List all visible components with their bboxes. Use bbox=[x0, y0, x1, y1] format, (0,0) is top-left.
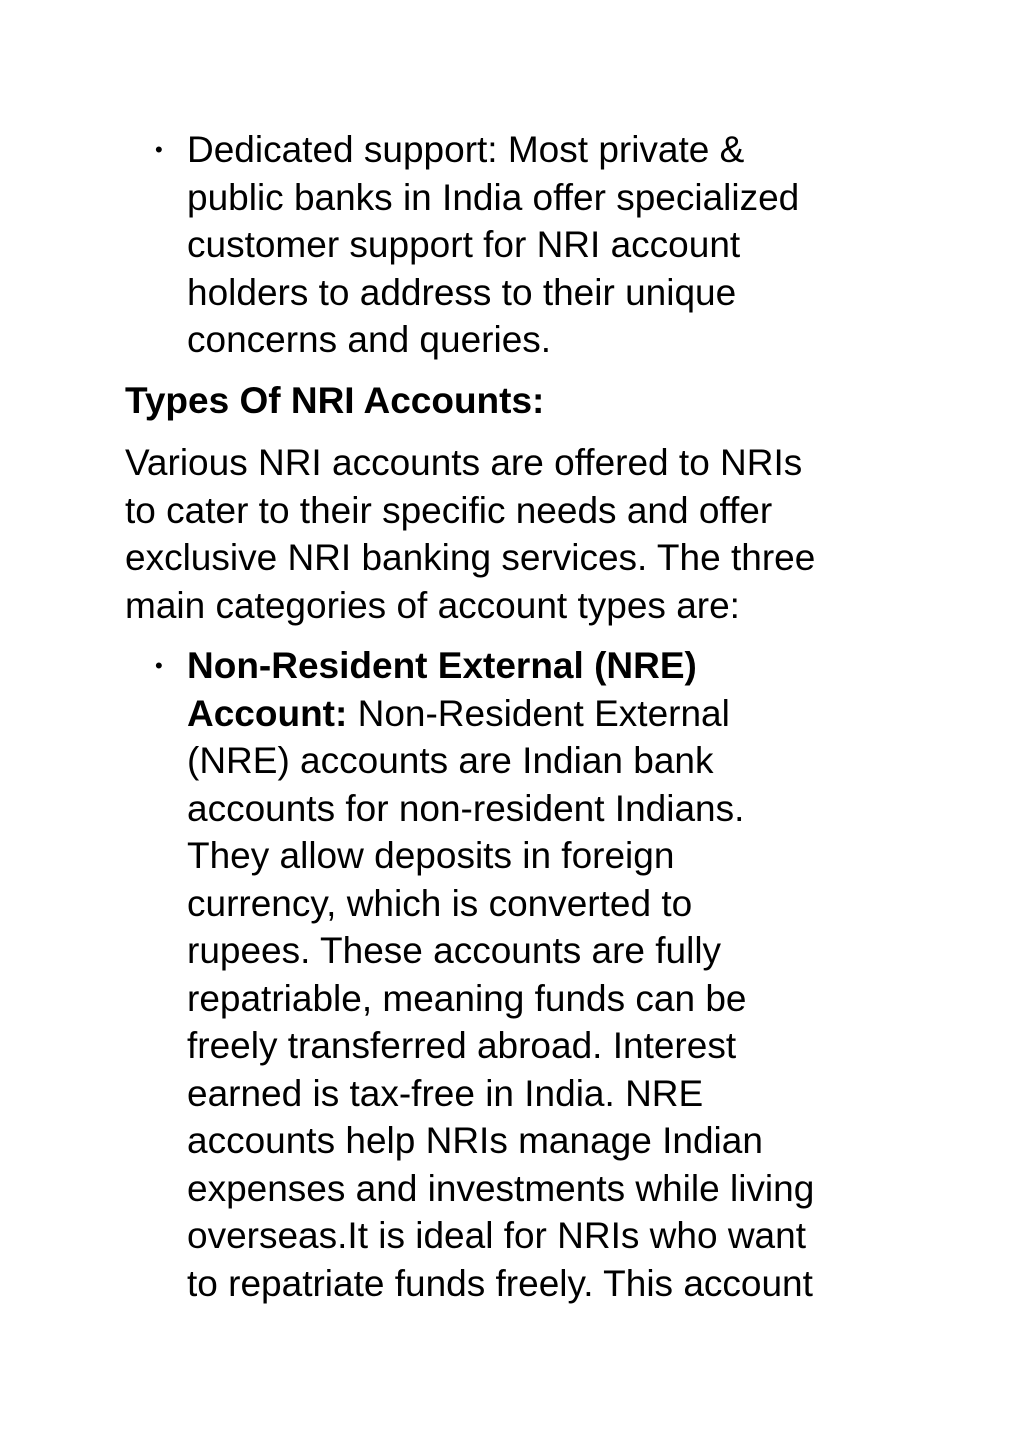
text-line: concerns and queries. bbox=[187, 319, 552, 360]
text-fragment: Non-Resident External bbox=[347, 692, 730, 734]
text-line: customer support for NRI account bbox=[187, 224, 741, 265]
text-line: expenses and investments while living bbox=[187, 1167, 815, 1209]
text-line: exclusive NRI banking services. The three bbox=[125, 537, 816, 578]
text-line: to cater to their specific needs and offer bbox=[125, 489, 773, 531]
text-line: earned is tax-free in India. NRE bbox=[187, 1072, 704, 1114]
bullet-item-nre-account bbox=[125, 642, 905, 1307]
text-line: rupees. These accounts are fully bbox=[187, 930, 722, 971]
text-line: to repatriate funds freely. This account bbox=[187, 1262, 813, 1304]
text-line: They allow deposits in foreign bbox=[187, 835, 675, 876]
text-line: main categories of account types are: bbox=[125, 584, 740, 626]
text-line: Dedicated support: Most private & bbox=[187, 129, 745, 170]
bullet-title: Non-Resident External (NRE) bbox=[187, 645, 697, 686]
text-line: overseas.It is ideal for NRIs who want bbox=[187, 1215, 806, 1256]
text-line: currency, which is converted to bbox=[187, 882, 693, 924]
bullet-text bbox=[187, 642, 905, 1307]
intro-paragraph bbox=[125, 439, 815, 629]
section-heading: Types Of NRI Accounts: bbox=[125, 380, 545, 421]
text-line: accounts for non-resident Indians. bbox=[187, 787, 745, 829]
text-line bbox=[187, 690, 905, 738]
text-line: Various NRI accounts are offered to NRIs bbox=[125, 442, 803, 483]
text-line: repatriable, meaning funds can be bbox=[187, 977, 747, 1019]
bullet-item-dedicated-support bbox=[125, 126, 905, 364]
bullet-icon: • bbox=[155, 137, 163, 162]
bullet-icon: • bbox=[155, 653, 163, 678]
text-line: holders to address to their unique bbox=[187, 271, 737, 313]
bullet-text bbox=[187, 126, 905, 364]
text-line: public banks in India offer specialized bbox=[187, 176, 800, 218]
bullet-title-lead: Account: bbox=[187, 692, 348, 734]
text-line: (NRE) accounts are Indian bank bbox=[187, 740, 714, 781]
text-line: freely transferred abroad. Interest bbox=[187, 1025, 737, 1066]
text-line: accounts help NRIs manage Indian bbox=[187, 1120, 763, 1161]
